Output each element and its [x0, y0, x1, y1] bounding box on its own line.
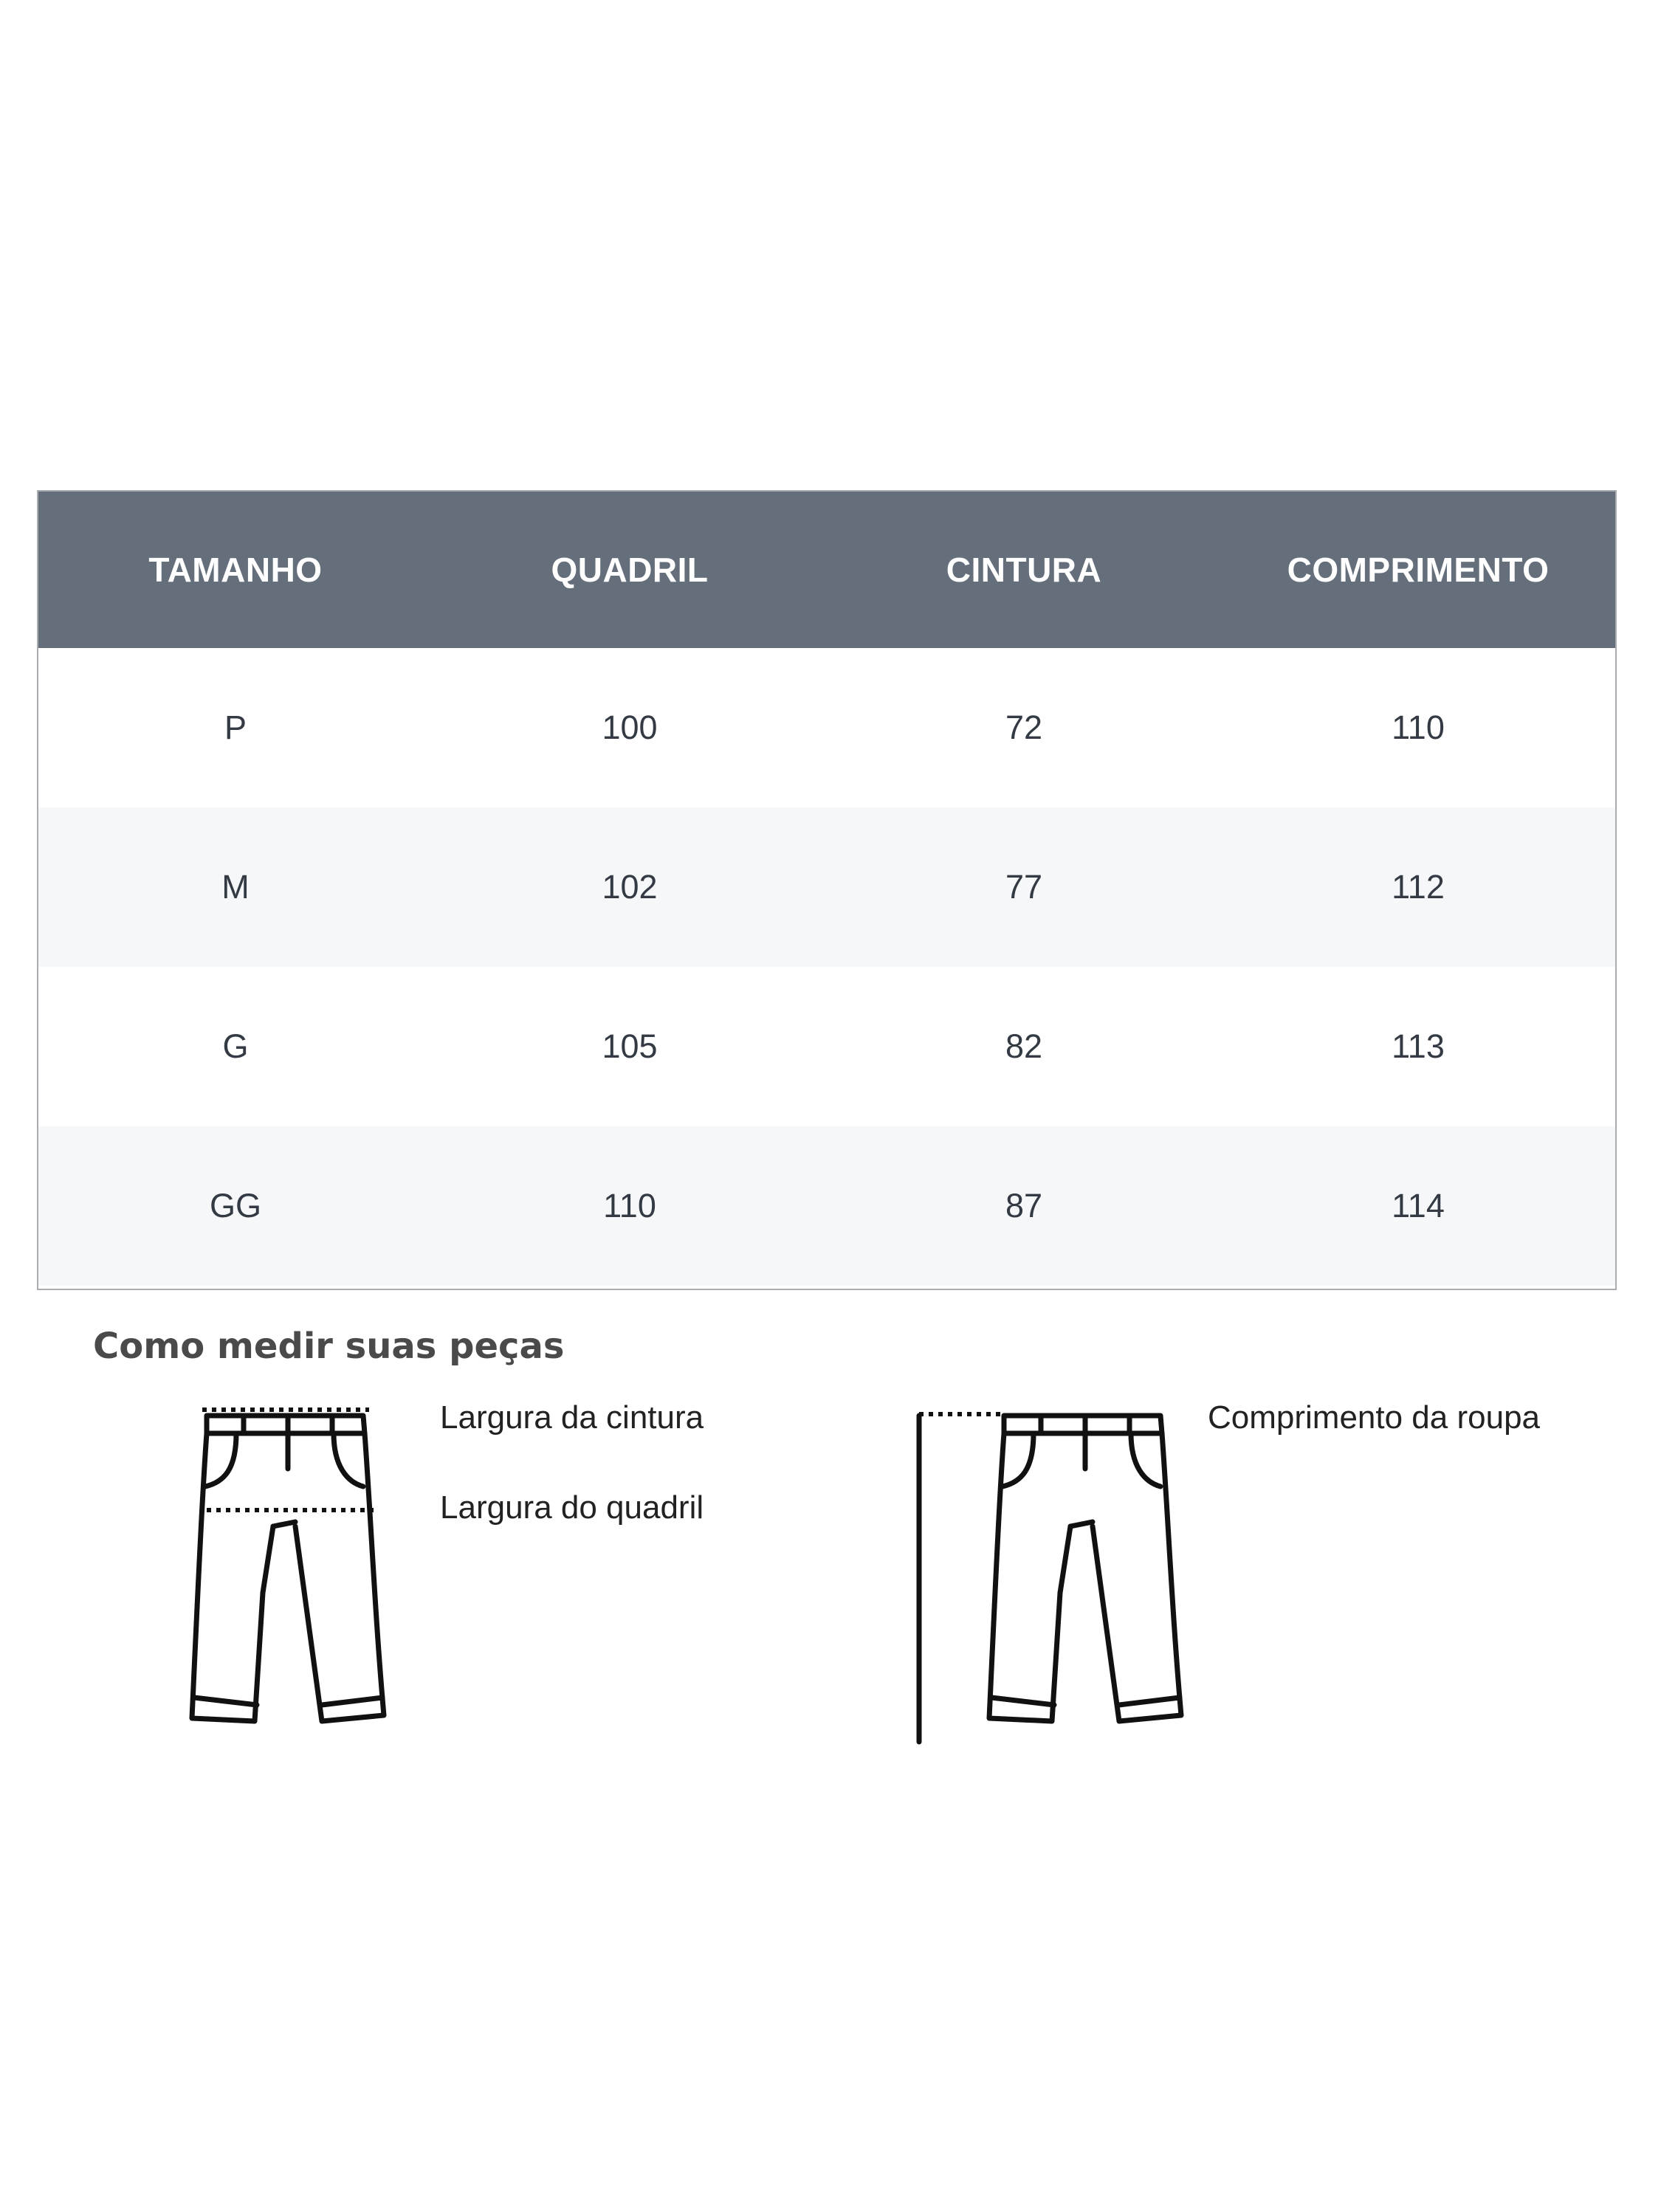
table-row [38, 807, 1615, 967]
pants-length-icon [908, 1395, 1196, 1749]
header-length: COMPRIMENTO [1287, 551, 1550, 589]
cell-hip: 100 [602, 709, 658, 746]
cell-size: M [221, 868, 250, 906]
cell-size: P [224, 709, 247, 746]
table-row [38, 1126, 1615, 1286]
cell-hip: 105 [602, 1027, 658, 1065]
cell-length: 112 [1392, 868, 1445, 906]
table-header-row [38, 492, 1615, 648]
cell-hip: 102 [602, 868, 658, 906]
header-hip: QUADRIL [551, 551, 709, 589]
cell-waist: 82 [1005, 1027, 1043, 1065]
size-table [37, 490, 1617, 1290]
cell-length: 114 [1392, 1187, 1445, 1224]
garment-length-label: Comprimento da roupa [1208, 1399, 1541, 1436]
header-size: TAMANHO [148, 551, 323, 589]
table-row [38, 967, 1615, 1126]
cell-length: 113 [1392, 1027, 1445, 1065]
waist-width-label: Largura da cintura [440, 1399, 704, 1436]
cell-hip: 110 [603, 1187, 656, 1224]
table-row [38, 648, 1615, 807]
cell-size: GG [209, 1187, 261, 1224]
hip-width-label: Largura do quadril [440, 1489, 704, 1526]
cell-length: 110 [1392, 709, 1445, 746]
cell-waist: 87 [1005, 1187, 1043, 1224]
cell-waist: 77 [1005, 868, 1043, 906]
pants-width-icon [170, 1395, 406, 1742]
header-waist: CINTURA [946, 551, 1102, 589]
cell-size: G [222, 1027, 249, 1065]
measure-guide-title: Como medir suas peças [93, 1326, 565, 1367]
cell-waist: 72 [1005, 709, 1043, 746]
